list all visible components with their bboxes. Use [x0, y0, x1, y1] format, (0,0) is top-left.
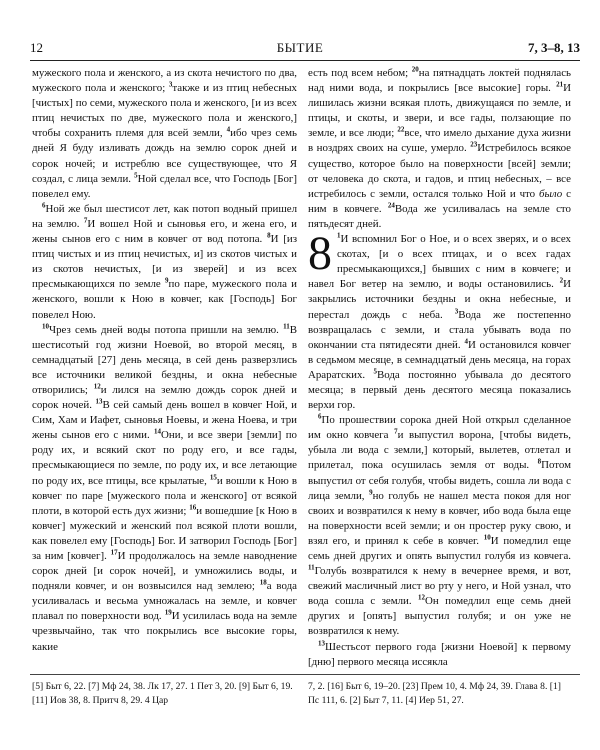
verse-text: Вода же постепенно возвращалась с земли, и стала убывать вода по окончании ста пятидесяти дней.	[308, 308, 571, 351]
verse-text: Ной сделал все, что Господь [Бог] повелел ему.	[32, 172, 297, 200]
verse-text: с ним в ковчеге.	[308, 187, 571, 215]
verse-text: мужеского пола и женского, а из скота нечистого по два, мужеского пола и женского;	[32, 67, 297, 95]
verse-number: 4	[226, 125, 231, 134]
verse-text: ибо чрез семь дней Я буду изливать дождь на землю сорок дней и сорок ночей; и истреблю все существующее, что Я создал, с лица земли.	[32, 127, 297, 185]
text-column-right	[308, 66, 571, 670]
verse-paragraph	[32, 202, 297, 323]
chapter-number: 8	[308, 227, 332, 281]
verse-text: И лишилась жизни всякая плоть, движущаяся по земле, и птицы, и скоты, и звери, и все гады, ползающие по земле, и все люди;	[308, 82, 571, 140]
verse-number: 7	[83, 216, 88, 225]
verse-number: 11	[308, 563, 315, 572]
verse-text: В шестисотый год жизни Ноевой, во второй месяц, в семнадцатый [27] день месяца, в сей день разверзлись все источники великой бездны, и окна небесные отворились;	[32, 323, 297, 396]
verse-number: 3	[168, 80, 173, 89]
verse-number: 16	[189, 503, 197, 512]
verse-number: 12	[93, 382, 101, 391]
verse-paragraph	[308, 640, 571, 670]
verse-text: на пятнадцать локтей поднялась над ними вода, и покрылись [все высокие] горы.	[308, 67, 572, 95]
verse-number: 12	[418, 593, 426, 602]
verse-text: В сей самый день вошел в ковчег Ной, и Сим, Хам и Иафет, сыновья Ноевы, и жена Ноева, и три жены сынов его с ними.	[32, 399, 298, 442]
verse-text: Чрез семь дней воды потопа пришли на землю.	[49, 323, 284, 336]
verse-text: Он помедлил еще семь дней других и [опять] выпустил голубя; и он уже не возвратился к нему.	[308, 595, 571, 638]
verse-number: 22	[397, 125, 405, 134]
verse-number: 23	[470, 140, 478, 149]
verse-number: 2	[559, 276, 564, 285]
verse-text: и вошли к Ною в ковчег по паре [мужеского пола и женского] от всякой плоти, в которой есть дух жизни;	[32, 474, 298, 517]
chapter-verse-range: 7, 3–8, 13	[528, 40, 580, 55]
cross-references-right	[308, 680, 571, 708]
verse-paragraph	[32, 323, 297, 655]
verse-text: И вошел Ной и сыновья его, и жена его, и жены сынов его с ним в ковчег от вод потопа.	[32, 217, 297, 246]
verse-number: 11	[283, 321, 290, 330]
verse-number: 5	[134, 171, 138, 180]
verse-text: И усилилась вода на земле чрезвычайно, так что покрылись все высокие горы, какие	[32, 610, 297, 653]
verse-text: а вода усиливалась и весьма умножалась на земле, и ковчег плавал по поверхности вод.	[32, 580, 297, 623]
verse-text: Истребилось всякое существо, которое было на поверхности [всей] земли; от человека до скота, и гадов, и птиц небесных, – все истребилось с земли, осталcя только Ной и что	[308, 142, 571, 200]
running-header	[20, 40, 580, 58]
verse-text: И остановился ковчег в седьмом месяце, в семнадцатый день месяца, на горах Араратских.	[308, 338, 571, 381]
verse-number: 9	[165, 276, 169, 285]
verse-paragraph	[308, 413, 571, 639]
book-title: БЫТИЕ	[276, 40, 324, 55]
verse-text: И вспомнил Бог о Ное, и о всех зверях, и о всех скотах, [и о всех птицах, и о всех гадах пресмыкающихся,] бывших с ним в ковчеге; и навел Бог ветер на землю, и воды остановились.	[308, 233, 571, 291]
verse-text: все, что имело дыхание духа жизни в ноздрях своих на суше, умерло.	[308, 127, 572, 155]
verse-text: Вода же усиливалась на земле сто пятьдесят дней.	[308, 202, 571, 230]
footnote-rule	[30, 674, 580, 675]
verse-text: Ной же был шестисот лет, как потоп водный пришел на землю.	[32, 202, 297, 230]
verse-text: И помедлил еще семь дней других и опять выпустил голубя из ковчега.	[308, 534, 571, 562]
header-rule	[30, 60, 580, 61]
verse-number: 5	[373, 367, 377, 376]
page-number: 12	[30, 40, 43, 55]
verse-text: по паре, мужеского пола и женского, вошли к Ною в ковчег, как [Господь] Бог повелел Ною.	[32, 278, 297, 321]
verse-number: 20	[411, 65, 419, 74]
verse-text: Шестьсот первого года [жизни Ноевой] к первому [дню] первого месяца иссякла	[308, 640, 571, 668]
verse-number: 18	[259, 578, 267, 587]
verse-text: И продолжалось на земле наводнение сорок дней [и сорок ночей], и умножились воды, и подняли ковчег, и он возвысился над землею;	[32, 550, 297, 593]
verse-text: но голубь не нашел места покоя для ног своих и возвратился к нему в ковчег, ибо вода была еще на поверхности всей земли; и он простер руку свою, и взял его, и принял к себе в ковчег.	[308, 489, 571, 547]
verse-text: и вошедшие [к Ною в ковчег] мужеский и женский пол всякой плоти вошли, как повелел ему [Господь] Бог. И затворил Господь [Бог] за ним [ковчег].	[32, 504, 298, 562]
verse-text: И [из птиц чистых и из птиц нечистых, и] из скотов чистых и из скотов нечистых, [и из зверей] и из всех пресмыкающихся по земле	[32, 233, 297, 291]
verse-number: 7	[394, 427, 398, 436]
verse-number: 19	[164, 608, 172, 617]
verse-text: И закрылись источники бездны и окна небесные, и перестал дождь с неба.	[308, 278, 571, 321]
text-column-left	[32, 66, 297, 655]
verse-number: 8	[537, 457, 542, 466]
verse-number: 21	[556, 80, 564, 89]
verse-text: По прошествии сорока дней Ной открыл сделанное им окно ковчега	[308, 414, 571, 442]
verse-number: 15	[209, 472, 217, 481]
verse-number: 24	[387, 201, 395, 210]
verse-text: Вода постоянно убывала до десятого месяца; в первый день десятого месяца показались верхи гор.	[308, 368, 571, 412]
verse-number: 10	[42, 321, 49, 330]
verse-text: также и из птиц небесных [чистых] по семи, мужеского пола и женского, [и из всех птиц нечистых по две, мужеского пола и женского,] чтобы сохранить племя для всей земли,	[32, 82, 297, 140]
verse-number: 13	[95, 397, 103, 406]
verse-number: 17	[110, 548, 118, 557]
verse-text: и лился на землю дождь сорок дней и сорок ночей.	[32, 383, 297, 412]
italic-word: было	[539, 187, 563, 200]
footnote-text: 7, 2. [16] Быт 6, 19–20. [23] Прем 10, 4. Мф 24, 39. Глава 8. [1] Пс 111, 6. [2] Быт 7, 11. [4] Иер 51, 27.	[308, 681, 561, 706]
verse-text: есть под всем небом;	[308, 67, 412, 79]
verse-number: 14	[154, 427, 162, 436]
verse-text: и выпустил ворона, [чтобы видеть, убыла ли вода с земли,] который, вылетев, отлетал и прилетал, пока осушилась земля от воды.	[308, 429, 571, 472]
verse-number: 9	[369, 488, 373, 496]
verse-text: Голубь возвратился к нему в вечернее время, и вот, свежий масличный лист во рту у него, и Ной узнал, что вода сошла с земли.	[308, 565, 571, 608]
footnote-text: [5] Быт 6, 22. [7] Мф 24, 38. Лк 17, 27. 1 Пет 3, 20. [9] Быт 6, 19. [11] Иов 38, 8. Притч 8, 29. 4 Цар	[32, 681, 293, 706]
verse-number: 8	[267, 231, 271, 240]
verse-text: Потом выпустил от себя голубя, чтобы видеть, сошла ли вода с лица земли,	[308, 459, 571, 502]
verse-paragraph	[32, 66, 297, 202]
verse-number: 6	[318, 412, 322, 421]
verse-number: 6	[42, 201, 46, 210]
verse-paragraph	[308, 227, 571, 413]
verse-number: 13	[318, 638, 325, 647]
verse-paragraph	[308, 66, 571, 232]
verse-text: Они, и все звери [земли] по роду их, и всякий скот по роду его, и все гады, пресмыкающиеся по земле, по роду их, и все летающие по роду их, все птицы, все крылатые,	[32, 429, 298, 487]
cross-references-left	[32, 680, 297, 708]
verse-number: 10	[483, 533, 491, 542]
verse-number: 3	[454, 306, 459, 315]
verse-number: 1	[337, 231, 341, 240]
verse-number: 4	[464, 337, 468, 346]
